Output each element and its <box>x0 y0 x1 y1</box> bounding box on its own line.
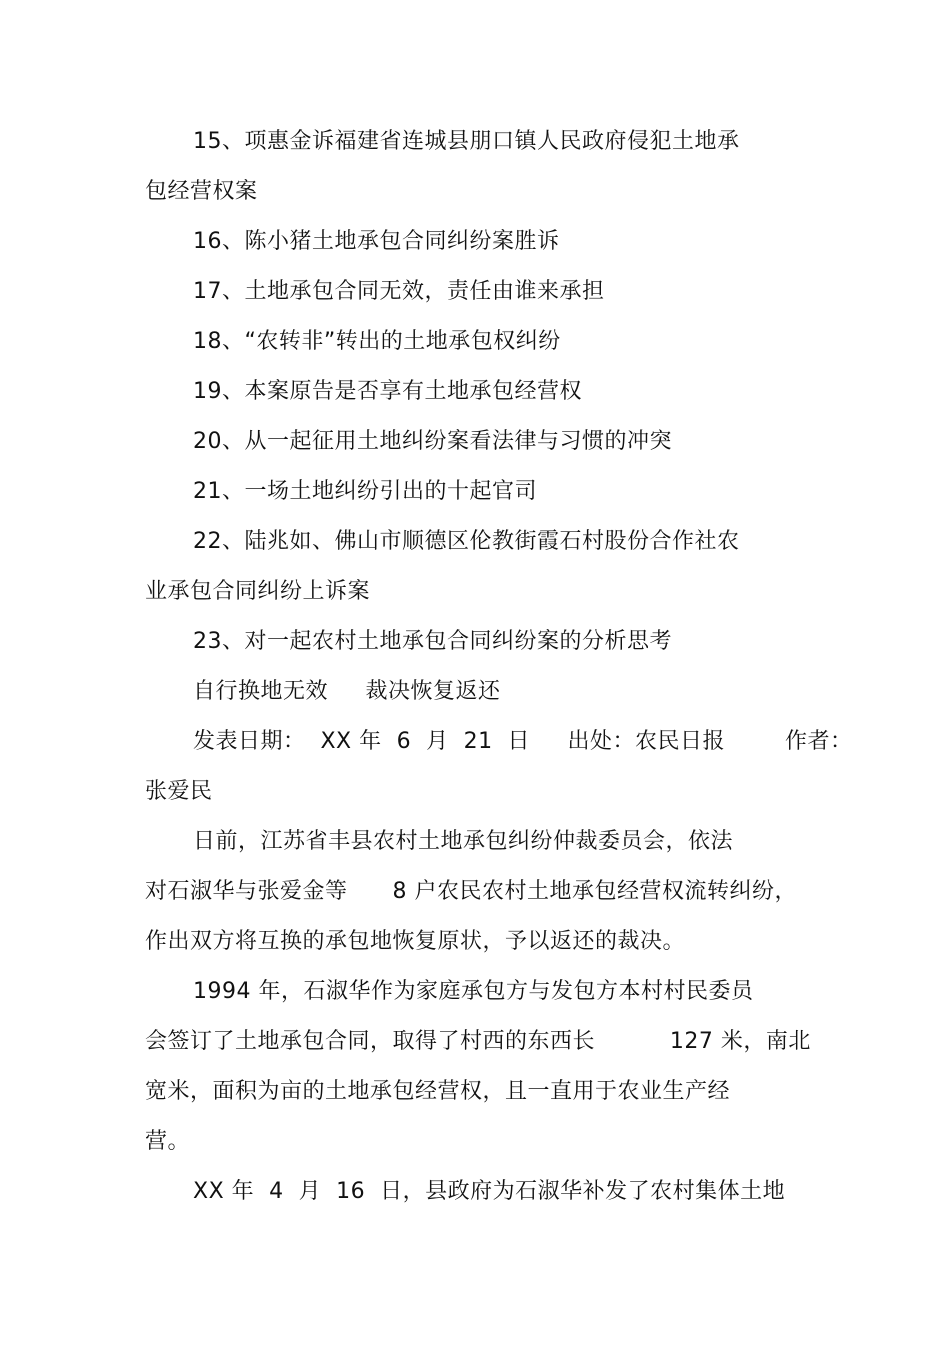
list-item-15: 15、项惠金诉福建省连城县朋口镇人民政府侵犯土地承 <box>193 129 740 154</box>
list-item-17: 17、土地承包合同无效，责任由谁来承担 <box>193 279 605 304</box>
article-meta: 发表日期： XX 年 6 月 21 日 出处：农民日报 作者： <box>193 729 853 754</box>
list-item-22-continued: 业承包合同纠纷上诉案 <box>145 579 371 604</box>
paragraph-2-line-4: 营。 <box>145 1129 191 1154</box>
list-item-19: 19、本案原告是否享有土地承包经营权 <box>193 379 582 404</box>
list-item-20: 20、从一起征用土地纠纷案看法律与习惯的冲突 <box>193 429 672 454</box>
paragraph-2-line-3: 宽米，面积为亩的土地承包经营权，且一直用于农业生产经 <box>145 1079 731 1104</box>
list-item-22: 22、陆兆如、佛山市顺德区伦教街霞石村股份合作社农 <box>193 529 740 554</box>
paragraph-2-line-2: 会签订了土地承包合同，取得了村西的东西长 127 米，南北 <box>145 1029 811 1054</box>
paragraph-1-line-3: 作出双方将互换的承包地恢复原状，予以返还的裁决。 <box>145 929 686 954</box>
list-item-23: 23、对一起农村土地承包合同纠纷案的分析思考 <box>193 629 672 654</box>
paragraph-3-line-1: XX 年 4 月 16 日，县政府为石淑华补发了农村集体土地 <box>193 1179 786 1204</box>
list-item-15-continued: 包经营权案 <box>145 179 258 204</box>
list-item-21: 21、一场土地纠纷引出的十起官司 <box>193 479 537 504</box>
paragraph-1-line-1: 日前，江苏省丰县农村土地承包纠纷仲裁委员会，依法 <box>193 829 734 854</box>
article-author: 张爱民 <box>145 779 213 804</box>
paragraph-2-line-1: 1994 年，石淑华作为家庭承包方与发包方本村村民委员 <box>193 979 754 1004</box>
paragraph-1-line-2: 对石淑华与张爱金等 8 户农民农村土地承包经营权流转纠纷， <box>145 879 797 904</box>
article-headline: 自行换地无效 裁决恢复返还 <box>193 679 501 704</box>
list-item-16: 16、陈小猪土地承包合同纠纷案胜诉 <box>193 229 560 254</box>
list-item-18: 18、“农转非”转出的土地承包权纠纷 <box>193 329 561 354</box>
